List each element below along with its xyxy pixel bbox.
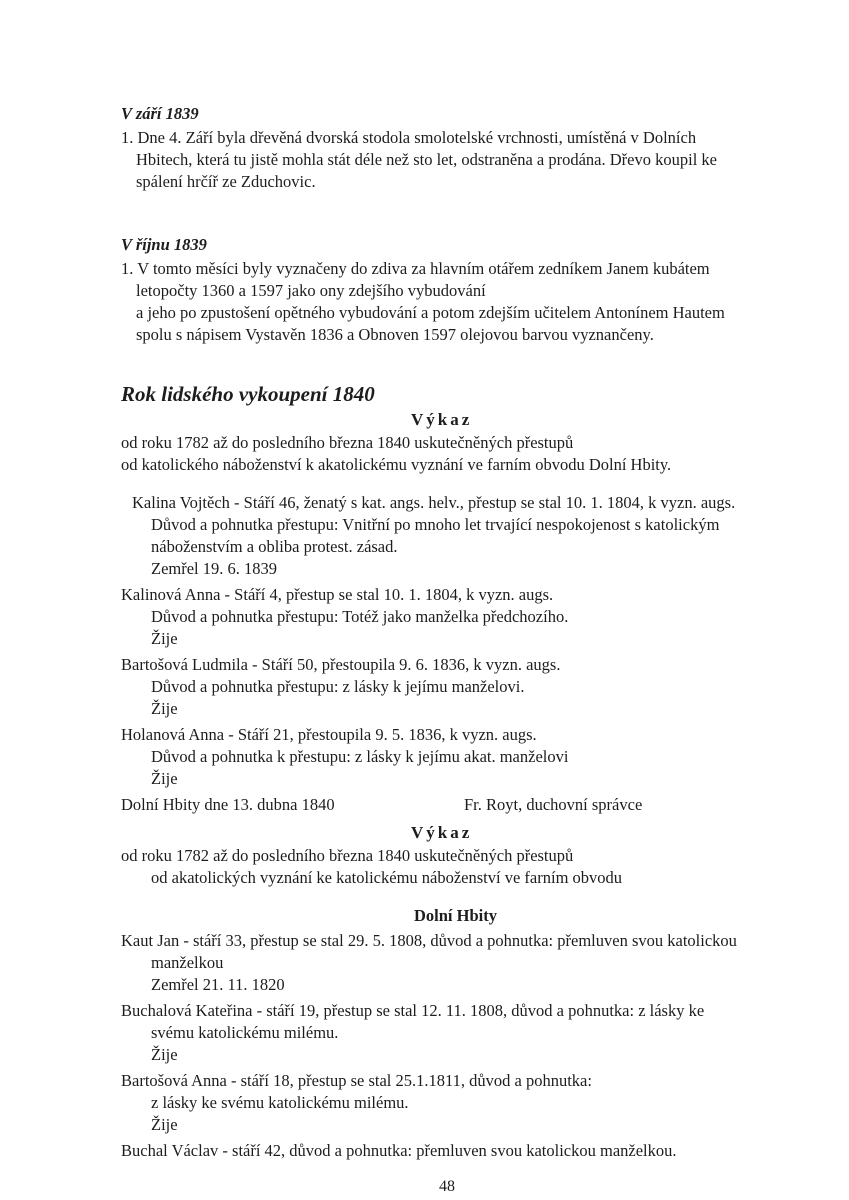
entry-line: Důvod a pohnutka přestupu: z lásky k jejímu manželovi. [151, 677, 525, 696]
entry-line: Zemřel 21. 11. 1820 [151, 975, 285, 994]
entry-line: z lásky ke svému katolickému milému. [151, 1093, 409, 1112]
text-line: spolu s nápisem Vystavěn 1836 a Obnoven 1597 olejovou barvou vyznančeny. [136, 325, 654, 344]
year-heading: Rok lidského vykoupení 1840 [121, 382, 375, 406]
entry-line: Žije [151, 629, 178, 648]
entry-line: Zemřel 19. 6. 1839 [151, 559, 278, 578]
entry-line: náboženstvím a obliba protest. zásad. [151, 537, 398, 556]
section-heading-october: V říjnu 1839 [121, 235, 207, 254]
entry-line: Žije [151, 1115, 178, 1134]
entry-line: Holanová Anna - Stáří 21, přestoupila 9. 5. 1836, k vyzn. augs. [121, 725, 537, 744]
entry-line: Bartošová Ludmila - Stáří 50, přestoupila 9. 6. 1836, k vyzn. augs. [121, 655, 561, 674]
report-title: Výkaz [411, 823, 473, 842]
signature-name: Fr. Royt, duchovní správce [464, 795, 643, 814]
entry-line: Důvod a pohnutka k přestupu: z lásky k jejímu akat. manželovi [151, 747, 569, 766]
text-line: Hbitech, která tu jistě mohla stát déle než sto let, odstraněna a prodána. Dřevo koupil ke [136, 150, 717, 169]
entry-line: svému katolickému milému. [151, 1023, 339, 1042]
entry-line: Žije [151, 769, 178, 788]
section-heading-september: V září 1839 [121, 104, 199, 123]
text-line: a jeho po zpustošení opětného vybudování a potom zdejším učitelem Antonínem Hautem [136, 303, 725, 322]
entry-line: Důvod a pohnutka přestupu: Vnitřní po mnoho let trvající nespokojenost s katolickým [151, 515, 720, 534]
report-title: Výkaz [411, 410, 473, 429]
entry-line: Buchalová Kateřina - stáří 19, přestup se stal 12. 11. 1808, důvod a pohnutka: z lásky ke [121, 1001, 705, 1020]
entry-line: manželkou [151, 953, 224, 972]
entry-line: Kaut Jan - stáří 33, přestup se stal 29. 5. 1808, důvod a pohnutka: přemluven svou katolickou [121, 931, 737, 950]
report-intro-line: od akatolických vyznání ke katolickému náboženství ve farním obvodu [151, 868, 623, 887]
report-intro-line: od katolického náboženství k akatolickému vyznání ve farním obvodu Dolní Hbity. [121, 455, 672, 474]
parish-heading: Dolní Hbity [414, 906, 497, 925]
entry-line: Buchal Václav - stáří 42, důvod a pohnutka: přemluven svou katolickou manželkou. [121, 1141, 677, 1160]
report-intro-line: od roku 1782 až do posledního března 1840 uskutečněných přestupů [121, 846, 574, 865]
entry-line: Bartošová Anna - stáří 18, přestup se stal 25.1.1811, důvod a pohnutka: [121, 1071, 592, 1090]
signature-place: Dolní Hbity dne 13. dubna 1840 [121, 795, 335, 814]
text-line: 1. V tomto měsíci byly vyznačeny do zdiva za hlavním otářem zedníkem Janem kubátem [121, 259, 710, 278]
report-intro-line: od roku 1782 až do posledního března 1840 uskutečněných přestupů [121, 433, 574, 452]
page-number: 48 [439, 1178, 455, 1195]
entry-line: Kalinová Anna - Stáří 4, přestup se stal 10. 1. 1804, k vyzn. augs. [121, 585, 554, 604]
text-line: letopočty 1360 a 1597 jako ony zdejšího vybudování [136, 281, 486, 300]
entry-line: Důvod a pohnutka přestupu: Totéž jako manželka předchozího. [151, 607, 569, 626]
text-line: spálení hrčíř ze Zduchovic. [136, 172, 316, 191]
entry-line: Kalina Vojtěch - Stáří 46, ženatý s kat. angs. helv., přestup se stal 10. 1. 1804, k vyzn. augs. [132, 493, 736, 512]
entry-line: Žije [151, 1045, 178, 1064]
text-line: 1. Dne 4. Září byla dřevěná dvorská stodola smolotelské vrchnosti, umístěná v Dolních [121, 128, 697, 147]
entry-line: Žije [151, 699, 178, 718]
